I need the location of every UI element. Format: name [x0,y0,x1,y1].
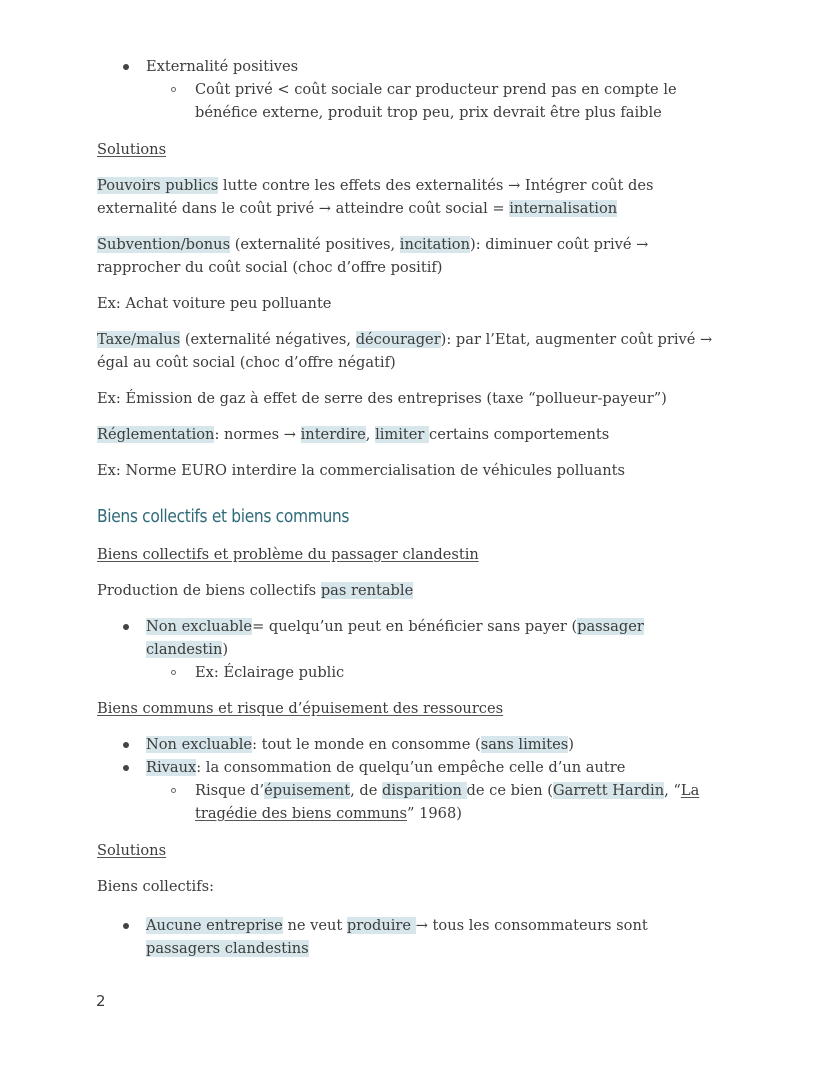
text-run: : la consommation de quelqu’un empêche celle d’un autre [196,759,626,776]
paragraph-subvention [97,233,722,279]
paragraph-taxe [97,328,722,374]
bullet-list-ext-positives [97,55,722,124]
example-norme-euro: Ex: Norme EURO interdire la commercialisation de véhicules polluants [97,462,625,479]
highlight: Subvention/bonus [97,236,231,253]
underlined-heading: Solutions [97,842,167,859]
bullet-list-biens-communs [97,733,722,825]
text-run: = quelqu’un peut en bénéficier sans payer ( [252,618,578,635]
text-run: : tout le monde en consomme ( [252,736,481,753]
example-emission-gaz: Ex: Émission de gaz à effet de serre des entreprises (taxe “pollueur-payeur”) [97,390,667,407]
text-run: certains comportements [429,426,610,443]
sublist-item-eclairage [97,661,722,684]
text-run: lutte contre les effets des externalités → Intégrer coût des externalité dans le coût privé → atteindre coût social = [97,177,654,217]
highlight: Rivaux [146,759,197,776]
text-run: ): diminuer coût privé → rapprocher du coût social (choc d’offre positif) [97,236,649,276]
highlight: internalisation [509,200,618,217]
text-run: ” 1968) [407,805,462,822]
section-title: Biens collectifs et biens communs [97,506,350,527]
highlight: pas rentable [320,582,414,599]
text-run: ne veut [282,917,347,934]
highlight: Non excluable [146,736,253,753]
underlined-heading: Biens communs et risque d’épuisement des ressources [97,700,504,717]
highlight: épuisement [264,782,351,799]
highlight: décourager [355,331,441,348]
text-run: , “ [664,782,681,799]
highlight: incitation [399,236,470,253]
text-run: ): par l’Etat, augmenter coût privé → égal au coût social (choc d’offre négatif) [97,331,713,371]
list-item-text: Externalité positives [146,58,299,75]
text-run: : normes → [214,426,301,443]
heading-biens-communs [97,697,722,720]
list-item-non-excluable [97,615,722,661]
highlight: Réglementation [97,426,215,443]
text-run: (externalité négatives, [180,331,356,348]
page-content [97,55,722,973]
list-item-aucune-entreprise [97,914,722,960]
text-run: ) [568,736,574,753]
text-run: ) [222,641,229,658]
highlight: Taxe/malus [97,331,181,348]
highlight: disparition [381,782,467,799]
highlight: passager clandestin [146,618,644,658]
paragraph-biens-collectifs: Biens collectifs: [97,878,214,895]
highlight: sans limites [480,736,569,753]
heading-biens-collectifs [97,543,722,566]
heading-solutions-1 [97,138,722,161]
paragraph-pouvoirs-publics [97,174,722,220]
text-run: , de [350,782,382,799]
paragraph-production [97,579,722,602]
sublist-item-cout-prive [97,78,722,124]
bullet-list-non-excluable [97,615,722,684]
bullet-list-aucune-entreprise [97,914,722,960]
highlight: passagers clandestins [146,940,309,957]
list-item-ext-positives [97,55,722,78]
highlight: interdire [300,426,366,443]
sublist-item-risque [97,779,722,825]
book-title-link[interactable]: La tragédie des biens communs [195,782,700,822]
underlined-heading: Solutions [97,141,167,158]
highlight: Pouvoirs publics [97,177,219,194]
paragraph-reglementation [97,423,722,446]
highlight: limiter [375,426,430,443]
list-item-text: Ex: Éclairage public [195,664,345,681]
example-achat-voiture: Ex: Achat voiture peu polluante [97,295,332,312]
list-item-text: Coût privé < coût sociale car producteur prend pas en compte le bénéfice externe, produit trop peu, prix devrait être plus faible [195,81,677,121]
text-run: , [365,426,376,443]
highlight: Aucune entreprise [146,917,283,934]
text-run: (externalité positives, [230,236,400,253]
highlight: produire [346,917,416,934]
text-run: Production de biens collectifs [97,582,321,599]
text-run: → tous les consommateurs sont [415,917,648,934]
underlined-heading: Biens collectifs et problème du passager clandestin [97,546,479,563]
heading-solutions-2 [97,839,722,862]
highlight: Non excluable [146,618,253,635]
page-number: 2 [96,992,106,1010]
highlight: Garrett Hardin [552,782,665,799]
list-item-non-excluable-2 [97,733,722,756]
text-run: de ce bien ( [466,782,553,799]
text-run: Risque d’ [195,782,265,799]
list-item-rivaux [97,756,722,779]
